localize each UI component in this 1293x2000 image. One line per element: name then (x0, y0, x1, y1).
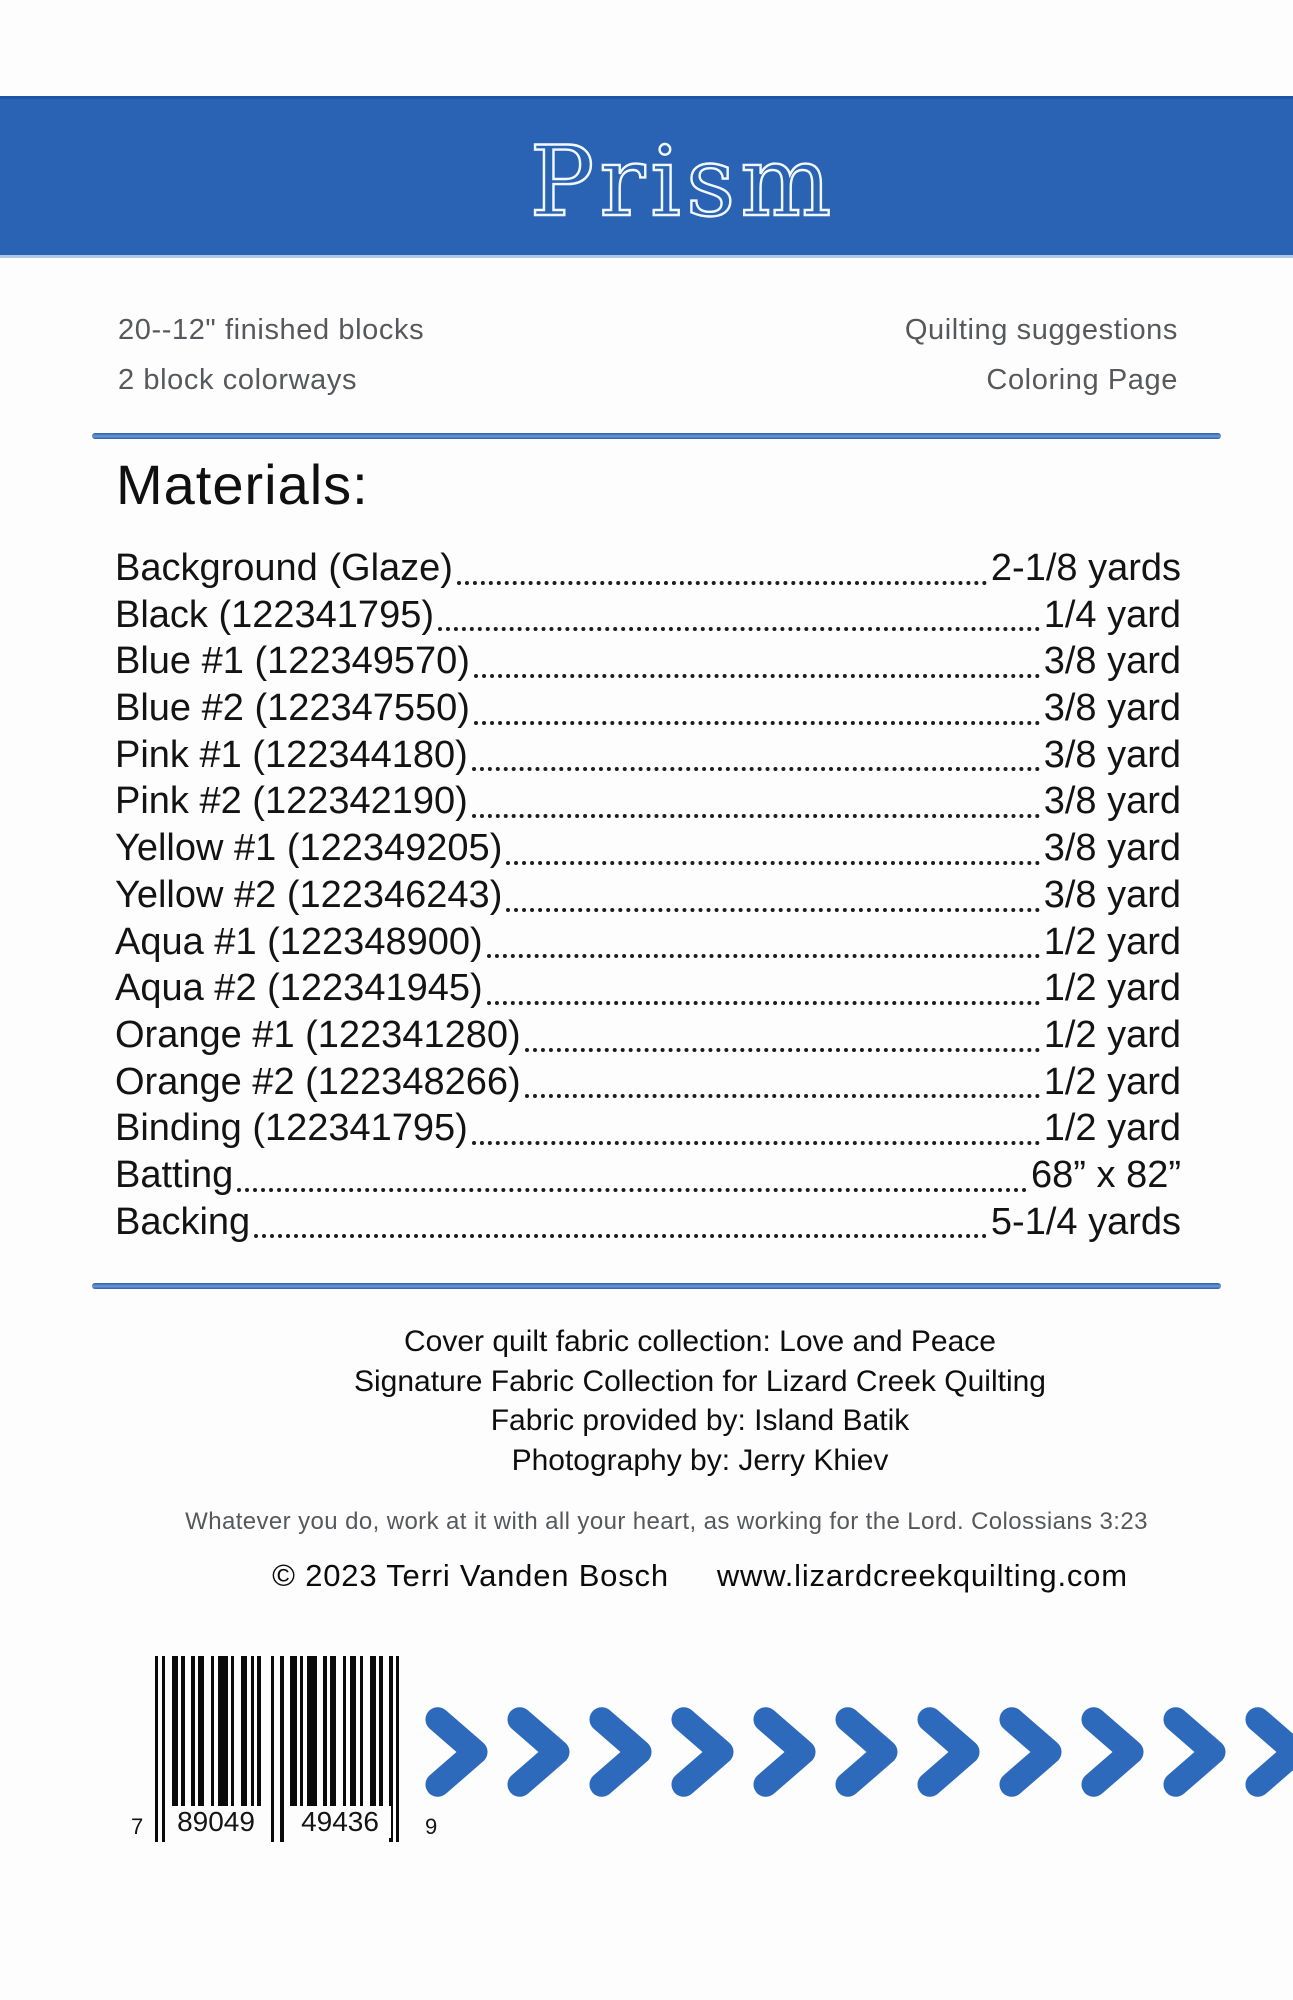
credit-photography: Photography by: Jerry Khiev (511, 1443, 889, 1477)
barcode-bar (198, 1656, 205, 1806)
barcode-bar (343, 1656, 346, 1806)
material-name: Black (122341795) (115, 593, 434, 636)
material-name: Batting (115, 1153, 234, 1196)
divider-top (92, 433, 1221, 439)
barcode-digits-group1: 89049 (165, 1806, 267, 1838)
material-row (115, 547, 1181, 594)
material-row (115, 640, 1181, 687)
material-name: Binding (122341795) (115, 1107, 468, 1150)
material-name: Orange #2 (122348266) (115, 1060, 521, 1103)
info-section (118, 305, 1178, 405)
material-name: Pink #2 (122342190) (115, 780, 468, 823)
chevron-icon (1080, 1706, 1145, 1798)
material-row (115, 1014, 1181, 1061)
barcode-bar (396, 1656, 399, 1842)
barcode-digits-group2: 49436 (289, 1806, 391, 1838)
material-row (115, 1061, 1181, 1108)
material-amount: 5-1/4 yards (990, 1200, 1181, 1243)
barcode-bar (300, 1656, 303, 1806)
material-name: Yellow #1 (122349205) (115, 827, 503, 870)
barcode-bar (307, 1656, 317, 1806)
material-name: Background (Glaze) (115, 547, 453, 589)
leader-dots (474, 674, 1040, 678)
materials-heading: Materials: (116, 453, 369, 516)
leader-dots (525, 1048, 1040, 1052)
scripture-verse: Whatever you do, work at it with all your heart, as working for the Lord. Colossians 3:23 (185, 1508, 1148, 1535)
material-name: Pink #1 (122344180) (115, 733, 468, 776)
barcode-bar (172, 1656, 179, 1806)
leader-dots (237, 1188, 1027, 1192)
info-quilting-suggestions: Quilting suggestions (904, 314, 1178, 346)
barcode-digit-right: 9 (425, 1814, 438, 1839)
material-row (115, 1201, 1181, 1248)
chevron-icon (998, 1706, 1063, 1798)
material-name: Aqua #2 (122341945) (115, 967, 483, 1010)
credit-signature-collection: Signature Fabric Collection for Lizard Creek Quilting (354, 1364, 1046, 1398)
chevron-icon (752, 1706, 817, 1798)
material-row (115, 1107, 1181, 1154)
chevron-icon (670, 1706, 735, 1798)
leader-dots (254, 1234, 987, 1238)
info-coloring-page: Coloring Page (986, 364, 1178, 396)
pattern-title-art (468, 111, 898, 243)
material-name: Backing (115, 1200, 251, 1243)
material-row (115, 874, 1181, 921)
info-right-column (905, 305, 1178, 405)
material-name: Yellow #2 (122346243) (115, 873, 503, 916)
material-row (115, 594, 1181, 641)
info-left-column (118, 305, 424, 405)
material-amount: 3/8 yard (1043, 827, 1181, 870)
material-amount: 3/8 yard (1043, 640, 1181, 683)
material-row (115, 1154, 1181, 1201)
barcode-bar (251, 1656, 254, 1806)
leader-dots (525, 1094, 1040, 1098)
leader-dots (472, 814, 1040, 818)
material-amount: 1/2 yard (1043, 967, 1181, 1010)
credit-fabric-provider: Fabric provided by: Island Batik (490, 1404, 910, 1437)
info-colorways: 2 block colorways (118, 364, 358, 396)
chevron-icon (834, 1706, 899, 1798)
material-row (115, 780, 1181, 827)
leader-dots (506, 908, 1039, 912)
barcode-bar (290, 1656, 297, 1806)
material-amount: 3/8 yard (1043, 873, 1181, 916)
website-text: www.lizardcreekquilting.com (716, 1558, 1128, 1593)
leader-dots (506, 861, 1039, 865)
chevron-arrows (424, 1706, 1293, 1802)
barcode-bar (271, 1656, 274, 1842)
chevron-icon (424, 1706, 489, 1798)
info-finished-blocks: 20--12" finished blocks (118, 314, 425, 346)
material-amount: 3/8 yard (1043, 780, 1181, 823)
leader-dots (487, 1001, 1040, 1005)
material-amount: 1/2 yard (1043, 1060, 1181, 1103)
material-amount: 3/8 yard (1043, 687, 1181, 730)
material-row (115, 921, 1181, 968)
barcode (131, 1656, 438, 1871)
barcode-bar (191, 1656, 194, 1806)
material-name: Aqua #1 (122348900) (115, 920, 483, 963)
material-amount: 1/2 yard (1043, 1107, 1181, 1150)
leader-dots (438, 627, 1040, 631)
barcode-bar (155, 1656, 158, 1842)
title-band (0, 96, 1293, 258)
barcode-bar (370, 1656, 377, 1806)
material-amount: 1/2 yard (1043, 1013, 1181, 1056)
material-name: Blue #2 (122347550) (115, 687, 470, 730)
material-amount: 68” x 82” (1031, 1153, 1181, 1196)
barcode-bar (218, 1656, 228, 1806)
material-name: Blue #1 (122349570) (115, 640, 470, 683)
pattern-title: Prism (529, 126, 836, 238)
barcode-bar (257, 1656, 260, 1806)
barcode-bar (360, 1656, 363, 1806)
leader-dots (472, 767, 1040, 771)
credit-cover-collection: Cover quilt fabric collection: Love and Peace (403, 1325, 996, 1358)
material-name: Orange #1 (122341280) (115, 1013, 521, 1056)
credits-block (115, 1322, 1285, 1480)
chevron-icon (1244, 1706, 1293, 1798)
material-row (115, 734, 1181, 781)
barcode-bar (181, 1656, 184, 1806)
material-amount: 3/8 yard (1043, 733, 1181, 776)
barcode-digit-left: 7 (131, 1814, 144, 1839)
materials-list (115, 547, 1181, 1247)
material-amount: 2-1/8 yards (990, 547, 1181, 589)
chevron-icon (1162, 1706, 1227, 1798)
barcode-bar (211, 1656, 214, 1806)
material-row (115, 827, 1181, 874)
copyright-text: © 2023 Terri Vanden Bosch (272, 1558, 669, 1593)
leader-dots (474, 721, 1040, 725)
chevron-icon (506, 1706, 571, 1798)
barcode-bar (280, 1656, 283, 1842)
chevron-icon (588, 1706, 653, 1798)
barcode-bar (350, 1656, 357, 1806)
divider-bottom (92, 1283, 1221, 1289)
footer-line (115, 1558, 1285, 1594)
leader-dots (472, 1141, 1040, 1145)
barcode-bar (241, 1656, 248, 1806)
barcode-bar (231, 1656, 234, 1806)
material-row (115, 967, 1181, 1014)
material-amount: 1/4 yard (1043, 593, 1181, 636)
barcode-bar (323, 1656, 326, 1806)
barcode-bar (330, 1656, 337, 1806)
chevron-icon (916, 1706, 981, 1798)
barcode-bar (379, 1656, 382, 1806)
material-row (115, 687, 1181, 734)
leader-dots (457, 581, 987, 585)
material-amount: 1/2 yard (1043, 920, 1181, 963)
leader-dots (487, 954, 1040, 958)
